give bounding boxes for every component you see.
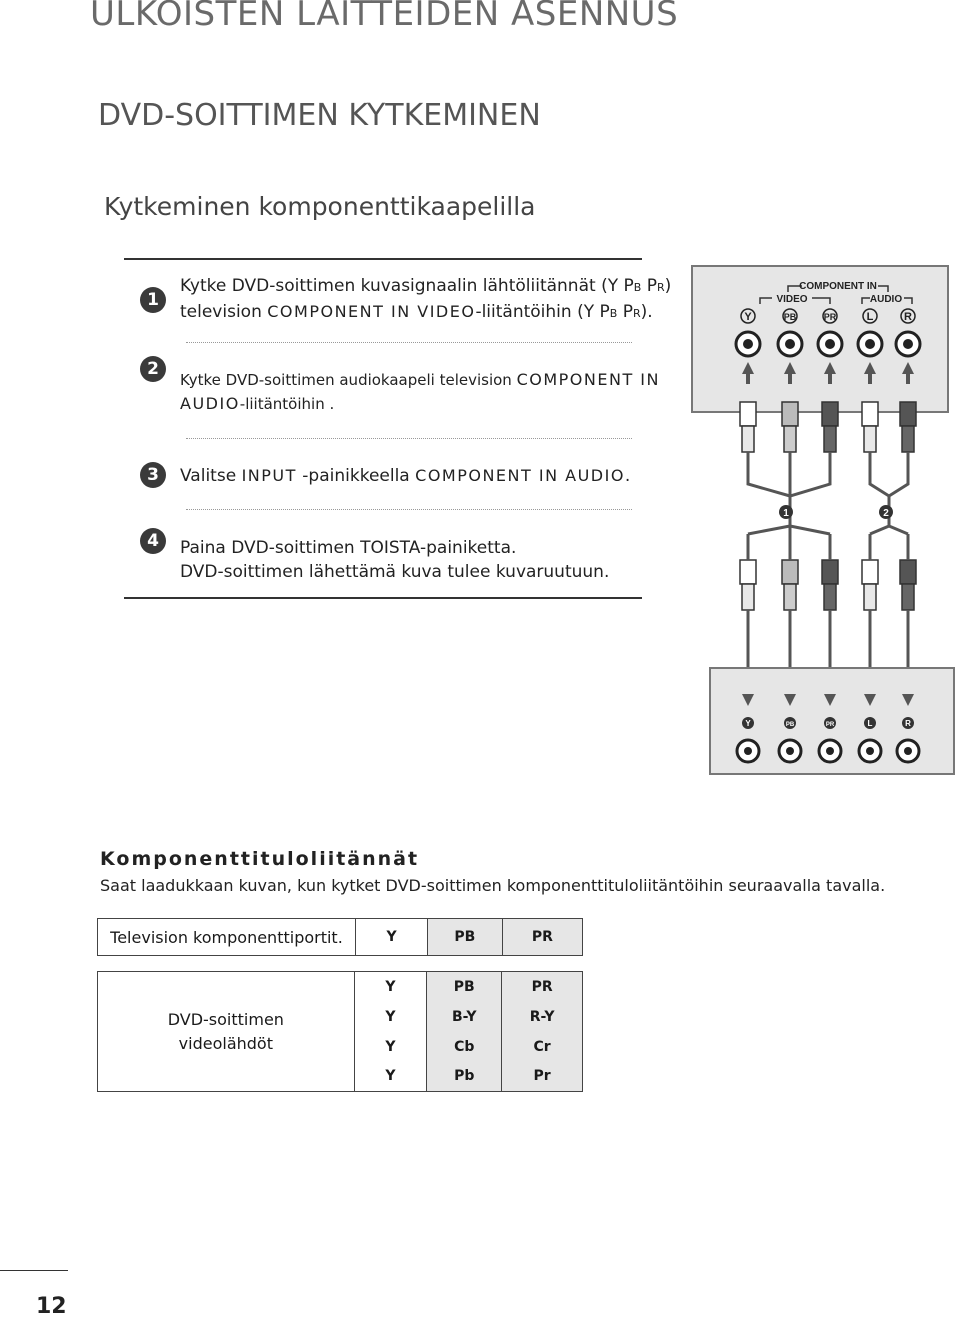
cables bbox=[748, 452, 908, 534]
footer-rule bbox=[0, 1270, 68, 1271]
component-section-description: Saat laadukkaan kuvan, kun kytket DVD-soittimen komponenttituloliitäntöihin seuraavalla tavalla. bbox=[100, 876, 886, 895]
step-divider bbox=[186, 438, 632, 439]
component-section-title: Komponenttituloliitännät bbox=[100, 848, 420, 870]
tv-jack-label: L bbox=[866, 311, 874, 323]
connection-diagram bbox=[690, 264, 956, 780]
step-divider bbox=[186, 342, 632, 343]
step-4-number: 4 bbox=[140, 528, 166, 554]
tv-panel-title: COMPONENT IN bbox=[799, 281, 877, 292]
cable-marker-label: 2 bbox=[883, 508, 889, 519]
step-3-number: 3 bbox=[140, 462, 166, 488]
dvd-jack-label: PB bbox=[785, 722, 795, 728]
tv-port-cell: PB bbox=[428, 919, 503, 956]
source-cell: Cr bbox=[502, 1032, 583, 1062]
tv-port-cell: Y bbox=[355, 919, 427, 956]
step-1-number: 1 bbox=[140, 287, 166, 313]
source-cell: Pr bbox=[502, 1062, 583, 1092]
steps-top-rule bbox=[124, 258, 642, 260]
page-number: 12 bbox=[36, 1294, 67, 1319]
dvd-jack-label: Y bbox=[745, 719, 751, 728]
section-title: DVD-SOITTIMEN KYTKEMINEN bbox=[98, 98, 541, 133]
tv-port-cell: PR bbox=[502, 919, 582, 956]
step-2-text: Kytke DVD-soittimen audiokaapeli television COMPONENT IN AUDIO-liitäntöihin . bbox=[180, 370, 660, 413]
step-3-text: Valitse INPUT -painikkeella COMPONENT IN AUDIO. bbox=[180, 466, 631, 486]
dvd-sources-label: DVD-soittimen videolähdöt bbox=[98, 972, 355, 1092]
source-cell: R-Y bbox=[502, 1002, 583, 1032]
dvd-jack-label: PR bbox=[825, 722, 835, 728]
source-cell: PB bbox=[427, 972, 502, 1002]
source-cell: Pb bbox=[427, 1062, 502, 1092]
step-1-text: Kytke DVD-soittimen kuvasignaalin lähtöliitännät (Y PB PR) television COMPONENT IN VIDEO-liitäntöihin (Y PB PR). bbox=[180, 276, 672, 322]
tv-jack-label: PB bbox=[783, 312, 797, 322]
source-cell: Y bbox=[354, 1002, 427, 1032]
tv-jack-label: R bbox=[904, 311, 912, 323]
step-divider bbox=[186, 509, 632, 510]
step-4-text: Paina DVD-soittimen TOISTA-painiketta. DVD-soittimen lähettämä kuva tulee kuvaruutuun. bbox=[180, 538, 610, 582]
source-cell: Y bbox=[354, 1032, 427, 1062]
source-cell: Y bbox=[354, 972, 427, 1002]
cable-marker-label: 1 bbox=[783, 508, 789, 519]
tv-video-label: VIDEO bbox=[776, 294, 808, 305]
step-2-number: 2 bbox=[140, 356, 166, 382]
source-cell: B-Y bbox=[427, 1002, 502, 1032]
dvd-jack-label: L bbox=[867, 719, 873, 728]
page-title: ULKOISTEN LAITTEIDEN ASENNUS bbox=[90, 0, 679, 34]
source-cell: Cb bbox=[427, 1032, 502, 1062]
source-cell: PR bbox=[502, 972, 583, 1002]
source-cell: Y bbox=[354, 1062, 427, 1092]
tv-jack-label: PR bbox=[823, 312, 837, 322]
subsection-title: Kytkeminen komponenttikaapelilla bbox=[104, 192, 536, 221]
bottom-plugs bbox=[740, 560, 916, 610]
steps-bottom-rule bbox=[124, 597, 642, 599]
dvd-sources-table bbox=[97, 971, 583, 1092]
tv-ports-table bbox=[97, 918, 583, 956]
tv-jack-label: Y bbox=[744, 311, 752, 323]
dvd-jack-label: R bbox=[905, 719, 911, 728]
tv-audio-label: AUDIO bbox=[869, 294, 903, 305]
tv-ports-label: Television komponenttiportit. bbox=[98, 919, 356, 956]
